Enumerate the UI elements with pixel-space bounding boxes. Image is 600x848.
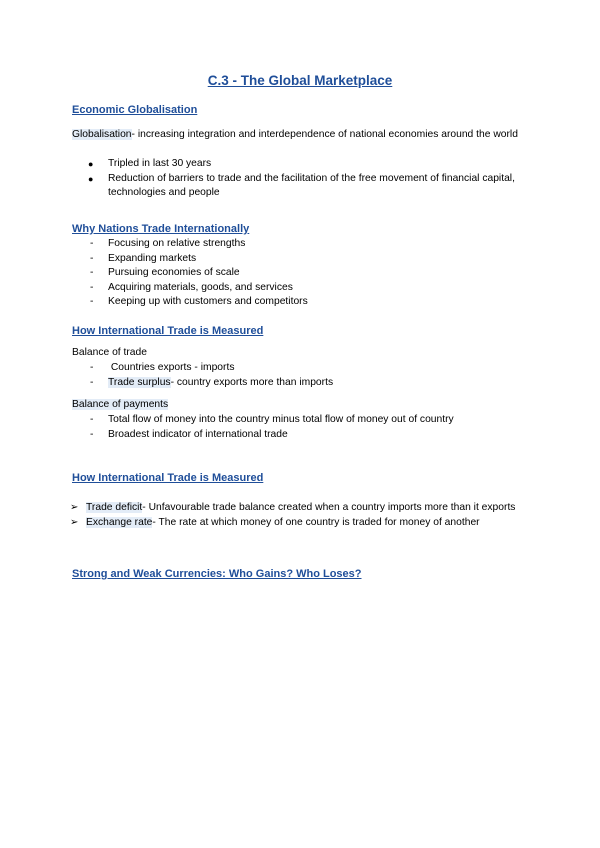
balance-of-payments-list: [90, 413, 538, 442]
list-item: - Acquiring materials, goods, and services: [108, 281, 538, 296]
trade-deficit-term: Trade deficit: [86, 502, 143, 513]
heading-strong-weak-currencies: Strong and Weak Currencies: Who Gains? Who Loses?: [72, 568, 362, 580]
heading-trade-measured-2: How International Trade is Measured: [72, 472, 264, 484]
list-item: - Trade surplus- country exports more than imports: [108, 376, 538, 391]
balance-of-trade-list: [90, 361, 538, 390]
arrow-icon: ➢: [70, 502, 79, 513]
globalisation-definition-text: - increasing integration and interdependence of national economies around the world: [131, 129, 518, 140]
dash-icon: -: [90, 267, 94, 278]
balance-of-trade-label: Balance of trade: [72, 347, 147, 358]
heading-why-nations-trade: Why Nations Trade Internationally: [72, 223, 250, 235]
page-title: C.3 - The Global Marketplace: [207, 73, 393, 88]
globalisation-definition: [72, 128, 532, 143]
arrow-icon: ➢: [70, 516, 79, 528]
list-item: - Total flow of money into the country minus total flow of money out of country: [108, 413, 538, 428]
dash-icon: -: [90, 296, 94, 307]
bullet-icon: ●: [88, 159, 94, 169]
bullet-icon: ●: [88, 173, 94, 184]
list-item: ➢ Exchange rate- The rate at which money of one country is traded for money of another: [86, 516, 526, 531]
dash-icon: -: [90, 376, 94, 388]
balance-of-payments-label: Balance of payments: [72, 399, 169, 410]
list-item: - Pursuing economies of scale: [108, 266, 538, 281]
dash-icon: -: [90, 238, 94, 249]
heading-trade-measured: How International Trade is Measured: [72, 325, 264, 337]
globalisation-bullet-list: [88, 157, 538, 201]
list-item: ● Tripled in last 30 years: [108, 157, 538, 172]
list-item: - Expanding markets: [108, 252, 538, 267]
dash-icon: -: [90, 252, 94, 264]
list-item: ➢ Trade deficit- Unfavourable trade balance created when a country imports more than it exports: [86, 501, 526, 516]
dash-icon: -: [90, 362, 94, 373]
list-item: - Keeping up with customers and competitors: [108, 295, 538, 310]
trade-reasons-list: [90, 237, 538, 310]
list-item: - Focusing on relative strengths: [108, 237, 538, 252]
trade-surplus-term: Trade surplus: [108, 376, 171, 388]
list-item: - Broadest indicator of international trade: [108, 428, 538, 443]
list-item: - Countries exports - imports: [108, 361, 538, 376]
heading-economic-globalisation: Economic Globalisation: [72, 104, 198, 116]
trade-terms-list: [70, 501, 526, 530]
dash-icon: -: [90, 428, 94, 440]
dash-icon: -: [90, 281, 94, 293]
exchange-rate-term: Exchange rate: [86, 516, 153, 528]
dash-icon: -: [90, 414, 94, 425]
globalisation-term: Globalisation: [72, 129, 132, 140]
list-item: ● Reduction of barriers to trade and the facilitation of the free movement of financial capital, technologies and people: [88, 172, 515, 198]
